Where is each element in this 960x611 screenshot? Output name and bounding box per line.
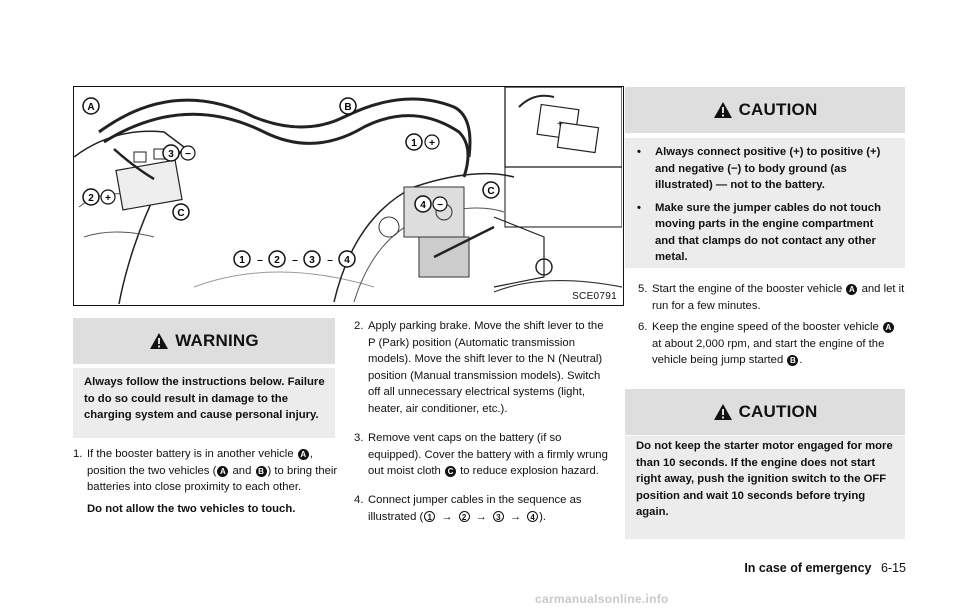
svg-text:1: 1 [411, 138, 417, 149]
page-number: 6-15 [880, 561, 906, 575]
jump-start-illustration [73, 86, 624, 306]
step-5-pre: Start the engine of the booster vehicle [652, 283, 843, 295]
caution-title-1: CAUTION [738, 100, 818, 119]
svg-text:+: + [429, 138, 435, 149]
step-6-post: . [799, 354, 803, 366]
step-2 [354, 318, 612, 417]
page-footer [744, 561, 906, 575]
step-6 [638, 319, 906, 369]
step-1-number: 1. [73, 448, 83, 460]
seq-1-icon: 1 [424, 511, 435, 522]
ref-a-icon: A [298, 449, 309, 460]
callout-2-plus [83, 189, 115, 205]
step-5-post: and let it run for a few minutes. [652, 283, 905, 312]
svg-text:−: − [185, 149, 191, 160]
warning-icon [149, 332, 169, 350]
step-4-pre: Connect jumper cables in the sequence as illustrated ( [368, 494, 582, 523]
step-1-mid: , position the two vehicles ( [87, 448, 313, 477]
ref-a-icon: A [846, 284, 857, 295]
ref-a-icon: A [217, 466, 228, 477]
step-2-text: Apply parking brake. Move the shift lever to the P (Park) position (Automatic transmission models). Move the shift lever to the N (Neutral) position (Manual transmission models). Switch off all unnecessary electrical systems (light, heater, air conditioner, etc.). [368, 320, 604, 415]
step-1-and: and [232, 464, 252, 477]
caution-title-2: CAUTION [738, 402, 818, 421]
step-1-pre: If the booster battery is in another vehicle [87, 448, 294, 460]
caution-icon [713, 101, 733, 119]
svg-text:4: 4 [344, 255, 350, 266]
callout-c-left [173, 204, 189, 220]
arrow-icon: → [441, 510, 453, 523]
caution-body-1 [625, 138, 905, 268]
step-3-post: to reduce explosion hazard. [460, 465, 599, 477]
svg-text:+: + [557, 119, 563, 130]
footer-section: In case of emergency [744, 561, 872, 575]
ref-b-icon: B [256, 466, 267, 477]
step-1 [73, 446, 339, 517]
step-4-number: 4. [354, 494, 364, 506]
bullet-dot: • [637, 146, 641, 158]
callout-c-right [483, 182, 499, 198]
svg-text:3: 3 [168, 149, 174, 160]
caution-bullet-1-text: Always connect positive (+) to positive (+) and negative (−) to body ground (as illustrated) — not to the battery. [655, 146, 881, 191]
bullet-dot: • [637, 201, 641, 214]
callout-a-figure [83, 98, 99, 114]
caution-bullet-2-text: Make sure the jumper cables do not touch moving parts in the engine compartment and that clamps do not contact any other metal. [655, 201, 881, 263]
seq-4-icon: 4 [527, 511, 538, 522]
svg-text:B: B [344, 102, 352, 113]
step-6-mid: at about 2,000 rpm, and start the engine of the vehicle being jump started [652, 337, 885, 366]
svg-text:1: 1 [239, 255, 245, 266]
step-2-number: 2. [354, 320, 364, 332]
seq-3-icon: 3 [493, 511, 504, 522]
svg-text:A: A [87, 102, 95, 113]
warning-body: Always follow the instructions below. Failure to do so could result in damage to the charging system and cause personal injury. [73, 368, 335, 438]
step-3-pre: Remove vent caps on the battery (if so equipped). Cover the battery with a firmly wrung out moist cloth [368, 432, 608, 477]
step-1-bold-note: Do not allow the two vehicles to touch. [87, 502, 296, 515]
caution-bullet-2 [635, 200, 895, 266]
svg-text:–: – [292, 255, 298, 266]
svg-text:–: – [327, 255, 333, 266]
seq-2-icon: 2 [459, 511, 470, 522]
step-4-post: ). [539, 510, 547, 523]
step-6-pre: Keep the engine speed of the booster vehicle [652, 321, 879, 333]
watermark: carmanualsonline.info [535, 592, 669, 606]
caution-bullet-1 [635, 144, 895, 194]
svg-text:−: − [437, 200, 443, 211]
arrow-icon: → [475, 510, 487, 523]
svg-text:C: C [487, 186, 495, 197]
ref-b-icon: B [787, 355, 798, 366]
svg-text:–: – [257, 255, 263, 266]
ref-a-icon: A [883, 322, 894, 333]
caution-header-2 [625, 389, 905, 435]
callout-1-plus [406, 134, 439, 150]
arrow-icon: → [509, 510, 522, 523]
step-5 [638, 281, 906, 314]
callout-sequence [234, 251, 355, 267]
svg-text:3: 3 [309, 255, 315, 266]
callout-b-figure [340, 98, 356, 114]
step-3 [354, 430, 612, 480]
callout-3-minus [163, 145, 195, 161]
step-6-number: 6. [638, 321, 648, 333]
svg-text:4: 4 [420, 200, 426, 211]
warning-header [73, 318, 335, 364]
step-1-post: ) to bring their batteries into close proximity to each other. [87, 464, 338, 493]
svg-text:C: C [177, 208, 185, 219]
step-3-number: 3. [354, 432, 364, 444]
warning-title: WARNING [175, 331, 259, 350]
caution-icon [713, 403, 733, 421]
svg-text:2: 2 [274, 255, 280, 266]
caution-header-1 [625, 87, 905, 133]
step-4 [354, 492, 612, 525]
ref-c-icon: C [445, 466, 456, 477]
figure-code: SCE0791 [572, 291, 617, 302]
svg-text:2: 2 [88, 193, 94, 204]
jump-start-diagram [74, 87, 622, 304]
svg-text:+: + [105, 193, 111, 204]
caution-body-2: Do not keep the starter motor engaged for more than 10 seconds. If the engine does not start right away, push the ignition switch to the OFF position and wait 10 seconds before trying again. [625, 436, 905, 539]
step-5-number: 5. [638, 283, 648, 295]
